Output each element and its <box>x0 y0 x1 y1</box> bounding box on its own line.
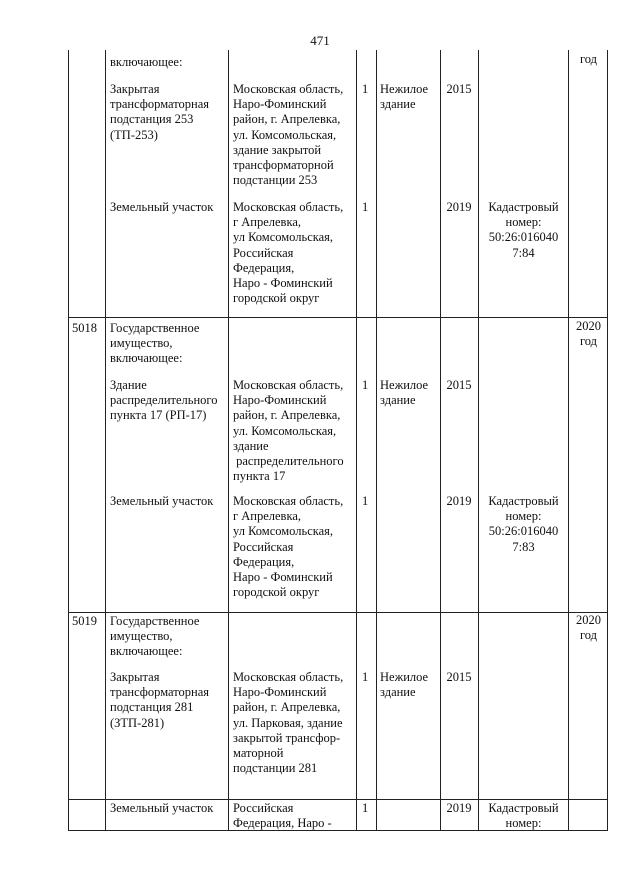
object-address: Наро-Фоминский <box>233 393 327 408</box>
object-address: Московская область, <box>233 82 344 96</box>
cadastral-note: Кадастровый <box>488 494 559 508</box>
object-year: 2015 <box>446 670 472 684</box>
object-name: Закрытая <box>110 82 160 96</box>
group-header: Государственное <box>110 614 200 628</box>
column-rule <box>478 50 479 831</box>
group-header: Государственное <box>110 321 200 335</box>
column-rule <box>356 50 357 831</box>
object-address: ул. Комсомольская, <box>233 127 337 142</box>
object-name: (ТП-253) <box>110 127 158 142</box>
object-address: Федерация, <box>233 554 295 569</box>
object-quantity: 1 <box>362 378 369 392</box>
object-address: Московская область, <box>233 670 344 684</box>
object-address: район, г. Апрелевка, <box>233 408 341 423</box>
column-rule <box>568 50 569 831</box>
object-name: Земельный участок <box>110 494 214 508</box>
column-rule <box>376 50 377 831</box>
column-rule <box>440 50 441 831</box>
object-type: здание <box>380 393 416 408</box>
group-header: имущество, <box>110 629 173 644</box>
object-quantity: 1 <box>362 200 369 214</box>
object-name: Земельный участок <box>110 801 214 815</box>
row-separator <box>68 612 608 613</box>
object-address: ул. Комсомольская, <box>233 423 337 438</box>
column-rule <box>68 50 69 831</box>
object-quantity: 1 <box>362 82 369 96</box>
object-name: пункта 17 (РП-17) <box>110 408 207 423</box>
object-address: г Апрелевка, <box>233 215 302 230</box>
object-address: Наро - Фоминский <box>233 276 333 290</box>
period-label: год <box>579 628 598 643</box>
cadastral-note: Кадастровый <box>488 801 559 815</box>
object-address: маторной <box>233 746 284 760</box>
cadastral-note: 50:26:016040 <box>488 230 559 245</box>
object-type: Нежилое <box>380 378 429 392</box>
cadastral-note: номер: <box>505 509 542 524</box>
row-number: 5018 <box>72 321 97 335</box>
object-name: Закрытая <box>110 670 160 684</box>
cadastral-note: 7:83 <box>512 539 535 554</box>
period-label: 2020 <box>576 613 601 627</box>
row-separator <box>68 799 608 800</box>
object-address: район, г. Апрелевка, <box>233 112 341 127</box>
cadastral-note: номер: <box>505 816 542 831</box>
object-year: 2015 <box>446 82 472 96</box>
object-name: Здание <box>110 378 147 392</box>
object-address: Наро - Фоминский <box>233 570 333 584</box>
object-type: здание <box>380 97 416 112</box>
object-type: Нежилое <box>380 82 429 96</box>
row-separator <box>68 317 608 318</box>
object-address: Наро-Фоминский <box>233 685 327 700</box>
object-address: городской округ <box>233 585 320 600</box>
object-address: подстанции 281 <box>233 761 318 776</box>
page-number: 471 <box>310 33 330 48</box>
object-address: Федерация, <box>233 260 295 275</box>
object-name: трансформаторная <box>110 685 210 700</box>
period-label: год <box>579 334 598 349</box>
object-address: ул Комсомольская, <box>233 230 334 245</box>
object-address: городской округ <box>233 291 320 306</box>
object-name: трансформаторная <box>110 97 210 112</box>
object-address: распределительного <box>233 454 344 468</box>
object-address: Российская <box>233 245 294 260</box>
object-name: подстанция 253 <box>110 112 194 127</box>
column-rule <box>607 50 608 831</box>
object-name: (ЗТП-281) <box>110 715 165 730</box>
object-address: ул. Парковая, здание <box>233 715 343 730</box>
object-name: распределительного <box>110 393 218 408</box>
object-address: здание закрытой <box>233 142 322 157</box>
group-header: включающее: <box>110 351 183 366</box>
cadastral-note: Кадастровый <box>488 200 559 214</box>
object-year: 2019 <box>446 801 472 815</box>
row-number: 5019 <box>72 614 97 628</box>
object-address: Федерация, Наро - <box>233 816 332 831</box>
object-address: пункта 17 <box>233 469 286 484</box>
object-address: район, г. Апрелевка, <box>233 700 341 715</box>
column-rule <box>105 50 106 831</box>
object-address: трансформаторной <box>233 158 334 172</box>
object-address: подстанции 253 <box>233 173 318 188</box>
object-type: Нежилое <box>380 670 429 684</box>
object-address: г Апрелевка, <box>233 509 302 524</box>
cadastral-note: номер: <box>505 215 542 230</box>
object-address: Московская область, <box>233 378 344 392</box>
period-label: год <box>579 52 598 66</box>
object-address: Российская <box>233 539 294 554</box>
column-rule <box>228 50 229 831</box>
cadastral-note: 7:84 <box>512 245 535 260</box>
object-year: 2019 <box>446 494 472 508</box>
object-year: 2019 <box>446 200 472 214</box>
object-address: Наро-Фоминский <box>233 97 327 112</box>
object-address: закрытой трансфор- <box>233 730 341 745</box>
object-quantity: 1 <box>362 801 369 815</box>
object-type: здание <box>380 685 416 700</box>
object-address: ул Комсомольская, <box>233 524 334 539</box>
object-name: Земельный участок <box>110 200 214 214</box>
object-address: Российская <box>233 801 294 815</box>
group-header: имущество, <box>110 336 173 351</box>
cadastral-note: 50:26:016040 <box>488 524 559 539</box>
object-year: 2015 <box>446 378 472 392</box>
object-quantity: 1 <box>362 670 369 684</box>
object-address: Московская область, <box>233 200 344 214</box>
group-header: включающее: <box>110 55 183 69</box>
object-name: подстанция 281 <box>110 700 194 715</box>
object-quantity: 1 <box>362 494 369 508</box>
period-label: 2020 <box>576 319 601 333</box>
object-address: Московская область, <box>233 494 344 508</box>
group-header: включающее: <box>110 644 183 659</box>
object-address: здание <box>233 438 269 453</box>
